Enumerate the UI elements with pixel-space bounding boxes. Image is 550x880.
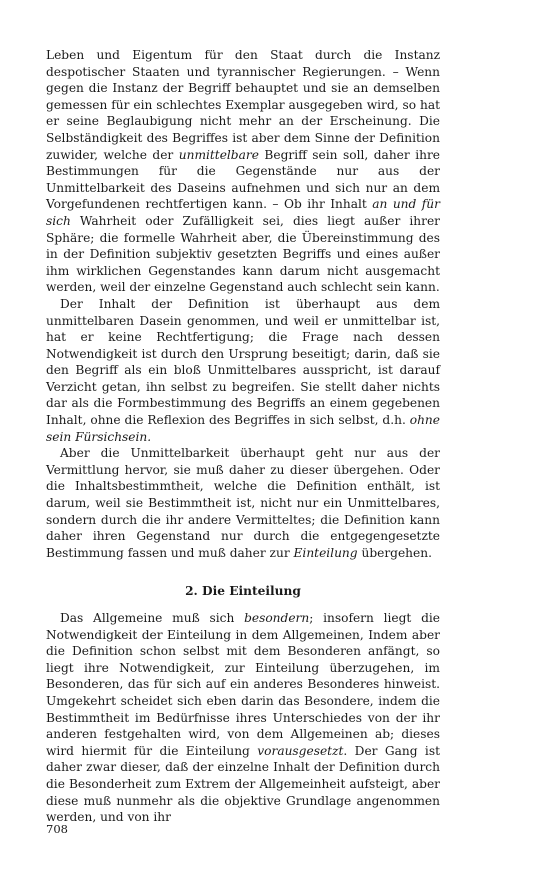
text-segment: Wahrheit oder Zufälligkeit sei, dies liegt außer ihrer Sphäre; die formelle Wahrheit aber, die Übereinstimmung des in der Definition subjektiv gesetzten Begriffs und eines außer ihm wirklichen Gegenstandes kann darum nicht ausgemacht werden, weil der einzelne Gegenstand auch schlecht sein kann. <box>46 213 440 295</box>
text-segment: Begriff sein soll, daher ihre Bestimmungen für die Gegenstände nur aus der Unmittelbarkeit des Daseins aufnehmen und sich nur an dem Vorgefundenen rechtfertigen kann. – Ob ihr Inhalt <box>46 147 440 212</box>
text-segment: . Der Gang ist daher zwar dieser, daß der einzelne Inhalt der Definition durch die Besonderheit zum Extrem der Allgemeinheit aufsteigt, aber diese muß nunmehr als die objektive Grundlage angenommen werden, und von ihr <box>46 743 440 825</box>
italic-segment: ohne sein Fürsichsein. <box>46 413 440 444</box>
italic-segment: vorausgesetzt <box>257 743 344 758</box>
text-segment: ; insofern liegt die Notwendigkeit der Einteilung in dem Allgemeinen, Indem aber die Definition schon selbst mit dem Besonderen anfängt, so liegt ihre Notwendigkeit, zur Einteilung überzugehen, im Besonderen, das für sich auf ein anderes Besonderes hinweist. Umgekehrt scheidet sich eben darin das Besondere, indem die Bestimmtheit im Bedürfnisse ihres Unterschiedes von der ihr anderen festgehalten wird, von dem Allgemeinen ab; dieses wird hiermit für die Einteilung <box>46 611 440 758</box>
text-segment: übergehen. <box>357 545 432 560</box>
page-body <box>46 47 440 826</box>
text-segment: Der Inhalt der Definition ist überhaupt aus dem unmittelbaren Dasein genommen, und weil er unmittelbar ist, hat er keine Rechtfertigung; die Frage nach dessen Notwendigkeit ist durch den Ursprung beseitigt; darin, daß sie den Begriff als ein bloß Unmittelbares ausspricht, ist darauf Verzicht getan, ihn selbst zu begreifen. Sie stellt daher nichts dar als die Formbestimmung des Begriffs an einem gegebenen Inhalt, ohne die Reflexion des Begriffes in sich selbst, d.h. <box>46 296 440 428</box>
paragraph-3 <box>46 445 440 561</box>
italic-segment: besondern <box>244 611 310 625</box>
italic-segment: an und für sich <box>46 197 440 228</box>
paragraph-1 <box>46 47 440 296</box>
italic-segment: Einteilung <box>293 545 358 560</box>
text-segment: Leben und Eigentum für den Staat durch die Instanz despotischer Staaten und tyrannischer Regierungen. – Wenn gegen die Instanz der Begriff behauptet und sie an demselben gemessen für ein schlechtes Exemplar ausgegeben wird, so hat er seine Beglaubigung nicht mehr an der Erscheinung. Die Selbständigkeit des Begriffes ist aber dem Sinne der Definition zuwider, welche der <box>46 48 440 162</box>
text-segment: Das Allgemeine muß sich <box>60 611 245 625</box>
italic-segment: unmittelbare <box>178 147 259 162</box>
paragraph-4 <box>46 610 440 826</box>
section-heading: 2. Die Einteilung <box>185 584 301 599</box>
page-number: 708 <box>46 822 68 836</box>
text-segment: Aber die Unmittelbarkeit überhaupt geht nur aus der Vermittlung hervor, sie muß daher zu dieser übergehen. Oder die Inhaltsbestimmtheit, welche die Definition enthält, ist darum, weil sie Bestimmtheit ist, nicht nur ein Unmittelbares, sondern durch die ihr andere Vermitteltes; die Definition kann daher ihren Gegenstand nur durch die entgegengesetzte Bestimmung fassen und muß daher zur <box>46 446 440 560</box>
paragraph-2 <box>46 296 440 445</box>
